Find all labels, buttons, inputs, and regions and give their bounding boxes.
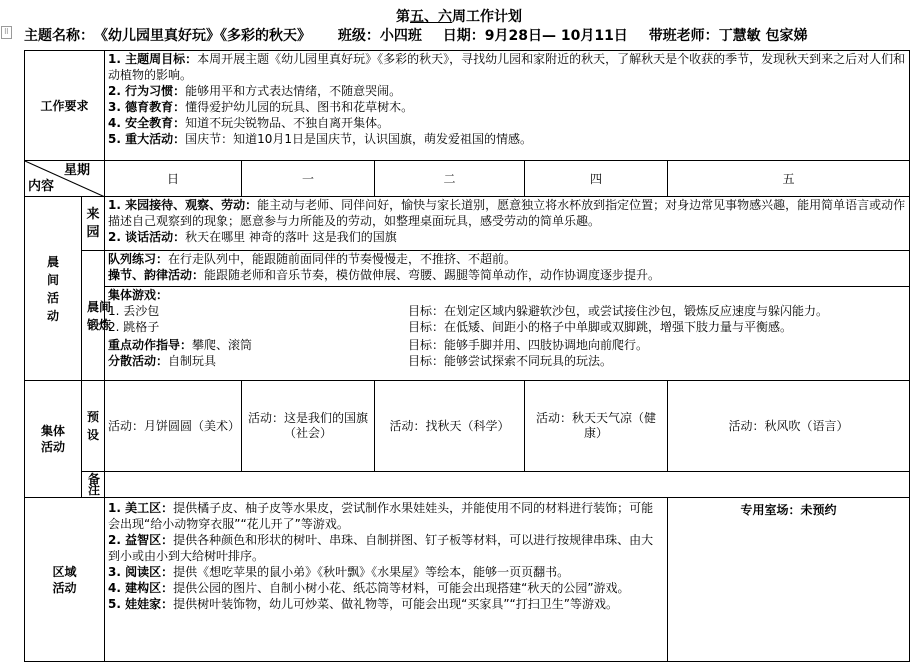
group-activity: 活动：秋天天气凉（健康） xyxy=(525,381,668,472)
arrival-item: 2. 谈话活动：秋天在哪里 神奇的落叶 这是我们的国旗 xyxy=(108,230,397,244)
requirement-item: 5. 重大活动：国庆节：知道10月1日是国庆节，认识国旗，萌发爱祖国的情感。 xyxy=(108,132,533,146)
requirements-label: 工作要求 xyxy=(25,51,105,161)
class-label: 班级： xyxy=(337,28,380,44)
group-notes-row xyxy=(25,472,910,498)
teacher-value: 丁慧敏 包家娣 xyxy=(718,28,808,44)
day-header: 一 xyxy=(242,161,375,197)
group-activity: 活动：月饼圆圆（美术） xyxy=(105,381,242,472)
page-title xyxy=(0,8,918,26)
group-notes xyxy=(105,472,910,498)
arrival-content xyxy=(105,197,910,251)
morning-activities-label: 晨间活动 xyxy=(25,197,82,381)
game-item: 2. 跳格子 目标：在低矮、间距小的格子中单脚或双脚跳，增强下肢力量与平衡感。 xyxy=(108,320,793,334)
class-value: 小四班 xyxy=(379,28,422,44)
exercise-drills xyxy=(105,251,910,287)
special-room-label: 专用室场： xyxy=(740,503,801,517)
day-header: 四 xyxy=(525,161,668,197)
requirement-item: 2. 行为习惯：能够用平和方式表达情绪，不随意哭闹。 xyxy=(108,84,402,98)
rhythm-activity: 操节、韵律活动：能跟随老师和音乐节奏，模仿做伸展、弯腰、踢腿等简单动作，动作协调度逐步提升。 xyxy=(108,268,661,282)
requirements-row xyxy=(25,51,910,161)
weekly-plan-table xyxy=(24,50,910,662)
area-item: 5. 娃娃家：提供树叶装饰物，幼儿可炒菜、做礼物等，可能会出现“买家具”“打扫卫生”等游戏。 xyxy=(108,597,618,611)
morning-arrival-row xyxy=(25,197,910,251)
date-value: 9月28日— 10月11日 xyxy=(484,28,628,44)
day-header: 日 xyxy=(105,161,242,197)
table-move-handle[interactable]: ⠿ xyxy=(1,26,12,39)
theme-label: 主题名称： xyxy=(24,28,94,44)
queue-practice: 队列练习：在行走队列中，能跟随前面同伴的节奏慢慢走，不推挤、不超前。 xyxy=(108,252,517,266)
note-label: 备注 xyxy=(82,472,105,498)
game-item: 1. 丢沙包 目标：在划定区域内躲避软沙包，或尝试接住沙包，锻炼反应速度与躲闪能力。 xyxy=(108,304,829,318)
arrival-label: 来园 xyxy=(82,197,105,251)
arrival-item: 1. 来园接待、观察、劳动：能主动与老师、同伴问好，愉快与家长道别，愿意独立将水杯放到指定位置；对身边常见事物感兴趣，能用简单语言或动作描述自己观察到的现象；愿意参与力所能及的劳动，如整理桌面玩具，感受劳动的简单乐趣。 xyxy=(108,198,906,228)
area-item: 4. 建构区：提供公园的图片、自制小树小花、纸芯筒等材料，可能会出现搭建“秋天的公园”游戏。 xyxy=(108,581,630,595)
day-header: 二 xyxy=(375,161,525,197)
plan-header xyxy=(24,27,914,45)
group-activity: 活动：这是我们的国旗（社会） xyxy=(242,381,375,472)
title-prefix: 第 xyxy=(396,9,410,25)
requirement-item: 1. 主题周目标：本周开展主题《幼儿园里真好玩》《多彩的秋天》，寻找幼儿园和家附近的秋天，了解秋天是个收获的季节，发现秋天到来之后对人们和动植物的影响。 xyxy=(108,52,906,82)
week-label: 星期 xyxy=(64,163,91,178)
special-room-value: 未预约 xyxy=(800,503,837,517)
exercise-games xyxy=(105,287,910,381)
area-item: 2. 益智区：提供各种颜色和形状的树叶、串珠、自制拼图、钉子板等材料，可以进行按规律串珠、由大到小或由小到大给树叶排序。 xyxy=(108,533,654,563)
morning-games-row xyxy=(25,287,910,381)
date-label: 日期： xyxy=(442,28,485,44)
special-room xyxy=(668,498,910,662)
free-activity: 分散活动：自制玩具 目标：能够尝试探索不同玩具的玩法。 xyxy=(108,354,613,368)
content-label: 内容 xyxy=(28,179,55,194)
exercise-label: 晨间锻炼 xyxy=(82,251,105,381)
key-action: 重点动作指导：攀爬、滚筒 目标：能够手脚并用、四肢协调地向前爬行。 xyxy=(108,338,649,352)
theme-value: 《幼儿园里真好玩》《多彩的秋天》 xyxy=(94,28,311,44)
group-activity: 活动：秋风吹（语言） xyxy=(668,381,910,472)
requirement-item: 3. 德育教育：懂得爱护幼儿园的玩具、图书和花草树木。 xyxy=(108,100,414,114)
morning-exercise-row xyxy=(25,251,910,287)
area-activities-label: 区域活动 xyxy=(25,498,105,662)
area-list xyxy=(105,498,668,662)
requirement-item: 4. 安全教育：知道不玩尖锐物品、不独自离开集体。 xyxy=(108,116,390,130)
area-activities-row xyxy=(25,498,910,662)
diagonal-header-cell xyxy=(25,161,105,197)
area-item: 3. 阅读区：提供《想吃苹果的鼠小弟》《秋叶飘》《水果屋》等绘本，能够一页页翻书。 xyxy=(108,565,570,579)
teacher-label: 带班老师： xyxy=(648,28,719,44)
days-header-row xyxy=(25,161,910,197)
area-item: 1. 美工区：提供橘子皮、柚子皮等水果皮，尝试制作水果娃娃头，并能使用不同的材料进行装饰；可能会出现“给小动物穿衣服”“花儿开了”等游戏。 xyxy=(108,501,654,531)
group-activities-label: 集体活动 xyxy=(25,381,82,498)
title-suffix: 周工作计划 xyxy=(452,9,522,25)
day-header: 五 xyxy=(668,161,910,197)
preset-label: 预设 xyxy=(82,381,105,472)
group-activities-row xyxy=(25,381,910,472)
title-weeks: 五、六 xyxy=(410,9,452,25)
games-head: 集体游戏： xyxy=(108,288,169,302)
group-activity: 活动：找秋天（科学） xyxy=(375,381,525,472)
requirements-content xyxy=(105,51,910,161)
